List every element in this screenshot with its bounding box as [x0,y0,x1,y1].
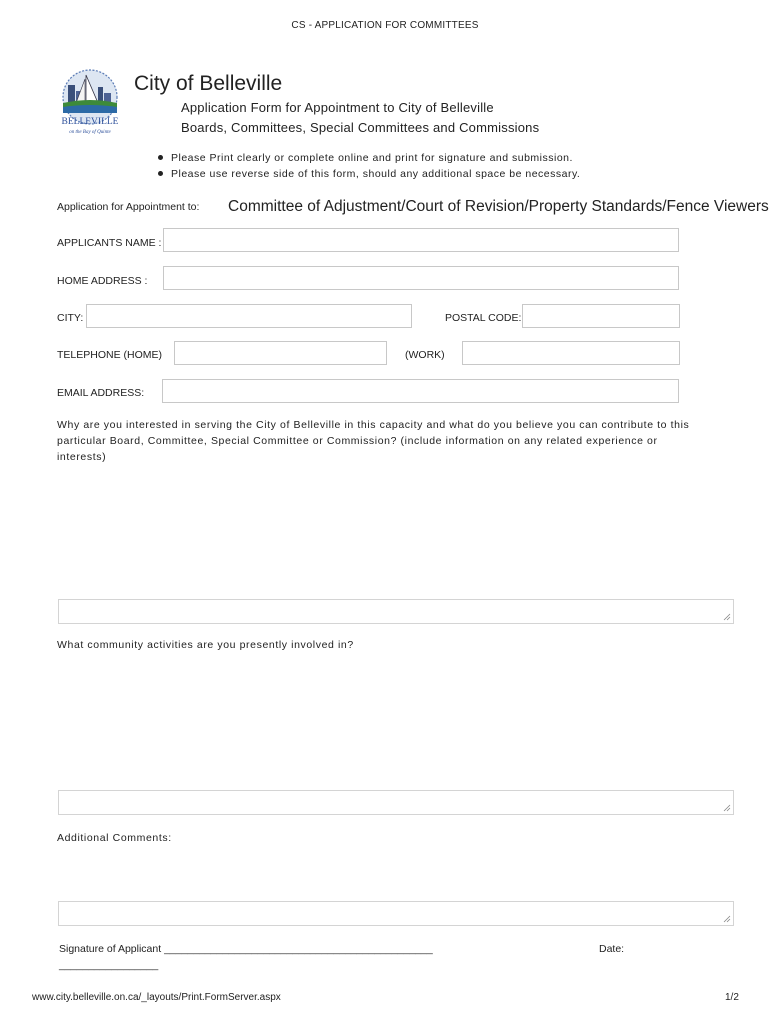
resize-grip-icon[interactable] [723,613,731,621]
appointment-label: Application for Appointment to: [57,201,200,213]
telephone-home-input[interactable] [174,341,387,365]
instruction-item: Please use reverse side of this form, should any additional space be necessary. [158,168,580,180]
email-input[interactable] [162,379,679,403]
org-name: City of Belleville [134,72,283,95]
bullet-icon [158,155,163,160]
comments-textarea[interactable] [58,901,734,926]
community-question: What community activities are you presently involved in? [57,639,354,651]
applicant-name-label: APPLICANTS NAME : [57,237,162,249]
appointment-select[interactable]: Committee of Adjustment/Court of Revision/Property Standards/Fence Viewers [228,198,769,215]
telephone-home-label: TELEPHONE (HOME) [57,349,163,361]
date-label: Date: [599,943,625,955]
footer-url: www.city.belleville.on.ca/_layouts/Print.FormServer.aspx [32,992,281,1003]
telephone-work-input[interactable] [462,341,680,365]
city-input[interactable] [86,304,412,328]
page-number: 1/2 [725,992,739,1003]
signature-line: Signature of Applicant ______________________________________________ [59,943,433,955]
logo-tagline: on the Bay of Quinte [69,130,111,135]
postal-code-input[interactable] [522,304,680,328]
telephone-work-label: (WORK) [405,349,445,361]
bullet-icon [158,171,163,176]
home-address-input[interactable] [163,266,679,290]
resize-grip-icon[interactable] [723,915,731,923]
postal-code-label: POSTAL CODE: [445,312,522,324]
form-subtitle-line1: Application Form for Appointment to City of Belleville [181,100,494,115]
interest-question: Why are you interested in serving the City of Belleville in this capacity and what do you believe you can contribute to this particular Board, Committee, Special Committee or Commission? (include information on any related experience or interests) [57,419,690,463]
home-address-label: HOME ADDRESS : [57,275,148,287]
instruction-item: Please Print clearly or complete online and print for signature and submission. [158,152,573,164]
logo-wordmark: BELLEVILLE [61,117,119,127]
comments-label: Additional Comments: [57,832,172,844]
resize-grip-icon[interactable] [723,804,731,812]
page-header: CS - APPLICATION FOR COMMITTEES [291,20,479,31]
interest-textarea[interactable] [58,599,734,624]
email-label: EMAIL ADDRESS: [57,387,145,399]
form-subtitle-line2: Boards, Committees, Special Committees and Commissions [181,120,540,135]
date-line: _________________ [59,959,159,971]
community-textarea[interactable] [58,790,734,815]
belleville-logo [56,67,124,139]
city-label: CITY: [57,312,84,324]
applicant-name-input[interactable] [163,228,679,252]
